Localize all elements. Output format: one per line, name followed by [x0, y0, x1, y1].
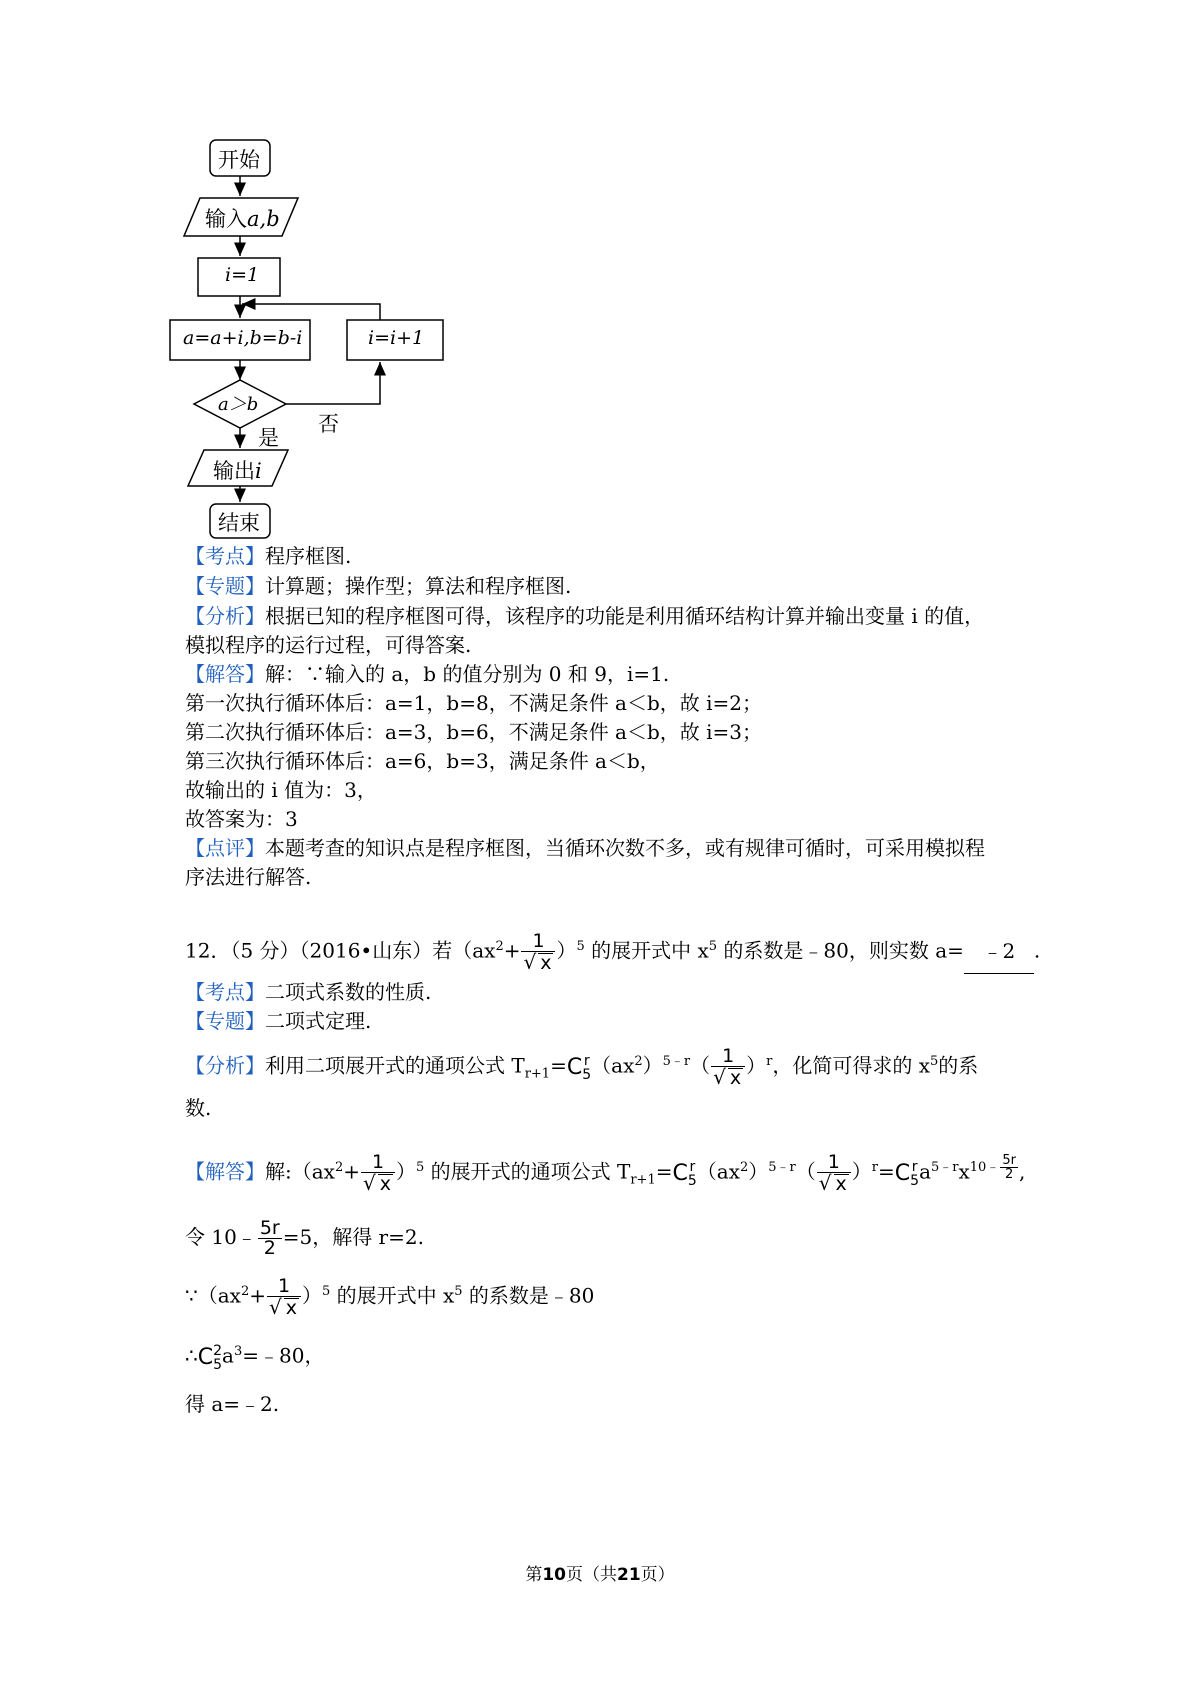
output-label	[213, 455, 262, 485]
yes-label: 是	[258, 426, 279, 450]
q12-question: 12．（5 分）（2016•山东）若（$ax^2+$ $\frac{1}{√ x}$ ）$^5$ 的展开式中 $x^5$ 的系数是﹣80，则实数 a= ﹣2 .	[185, 929, 1041, 974]
jieda-text-1: 解：∵输入的 a，b 的值分别为 0 和 9，i=1.	[265, 662, 670, 686]
footer-total: 21	[617, 1565, 641, 1585]
q12-mid2: 的系数是﹣80，则实数 a=	[723, 938, 964, 963]
frac-1-sqrt-x-2: $\frac{1}{√ x}$	[711, 1047, 745, 1088]
q12-ling-b: =5，解得 r=2.	[282, 1225, 424, 1249]
q12-jieda-tag: 【解答】	[185, 1159, 265, 1184]
q11-kaodian	[185, 541, 351, 571]
output-var: i	[255, 459, 262, 483]
kaodian-text: 程序框图.	[265, 544, 352, 568]
q12-therefore-b: =﹣80，	[242, 1343, 325, 1368]
comb-5-2: C 2 5	[197, 1343, 223, 1374]
footer-suffix: 页）	[640, 1565, 675, 1585]
q12-fenxi-tag: 【分析】	[185, 1053, 265, 1078]
q11-dianping	[185, 833, 985, 863]
footer-mid: 页（共	[566, 1565, 617, 1585]
q12-because-b: 的展开式中 x	[336, 1283, 455, 1308]
q11-fenxi	[185, 601, 984, 631]
q12-final: 得 a=﹣2.	[185, 1392, 280, 1416]
increment-label: i=i+1	[368, 327, 425, 349]
q11-zhuanti	[185, 571, 571, 601]
q11-result: 故输出的 i 值为：3，	[185, 778, 377, 802]
q12-fenxi-c: 的系	[938, 1053, 979, 1078]
q12-because: $\because(ax^2+$ $\frac{1}{√ x}$ ）$^5$ 的展开式中 $x^5$ 的系数是﹣80	[185, 1274, 595, 1319]
frac-1-sqrt-x-3: $\frac{1}{√ x}$	[361, 1153, 395, 1194]
q11-jieda	[185, 659, 669, 689]
init-label: i=1	[225, 264, 260, 286]
q12-ling-a: 令 10﹣	[185, 1225, 257, 1249]
process-label: a=a+i,b=b-i	[183, 327, 303, 349]
q12-prefix: 12．（5 分）（2016•山东）若（ax	[185, 938, 496, 963]
page-footer	[0, 1560, 1200, 1585]
q11-fenxi-2: 模拟程序的运行过程，可得答案.	[185, 633, 472, 657]
output-prefix: 输出	[213, 459, 255, 483]
condition-label: a＞b	[218, 394, 259, 415]
dianping-tag: 【点评】	[185, 836, 265, 860]
q12-end: .	[1033, 938, 1041, 963]
q12-zhuanti-text: 二项式定理.	[265, 1009, 372, 1033]
q12-because-a: ∵（ax	[185, 1283, 241, 1308]
no-label: 否	[318, 412, 339, 436]
fenxi-tag: 【分析】	[185, 604, 265, 628]
frac-1-sqrt-x: $\frac{1}{√ x}$	[521, 932, 555, 973]
q12-zhuanti-tag: 【专题】	[185, 1009, 265, 1033]
comb-5-r-3: C r 5	[894, 1159, 920, 1190]
comb-5-r-2: C r 5	[672, 1159, 697, 1190]
end-label: 结束	[218, 511, 260, 535]
footer-prefix: 第	[525, 1565, 543, 1585]
q12-jieda-b: 的展开式的通项公式 T	[430, 1159, 631, 1184]
q11-step-1: 第一次执行循环体后：a=1，b=8，不满足条件 a＜b，故 i=2；	[185, 691, 763, 715]
flowchart-shapes	[0, 0, 600, 560]
q12-jieda: 【解答】解$:(ax^2+$ $\frac{1}{√ x}$ ）$^5$ 的展开式的通项公式 $T_{r+1}=C$ r 5 $(ax^2)^{5﹣r}$（ $\frac{1}{√ x}$ ）$^r$=C r 5 $a^{5﹣r}x^{10﹣ \frac{5r}{2}}$ ,	[185, 1143, 1025, 1206]
q12-zhuanti	[185, 1006, 371, 1036]
flowchart	[0, 0, 600, 560]
q12-mid: 的展开式中 x	[591, 938, 709, 963]
start-label: 开始	[218, 148, 260, 172]
frac-1-sqrt-x-4: $\frac{1}{√ x}$	[817, 1153, 851, 1194]
q12-fenxi-b: ，化简可得求的 x	[772, 1053, 930, 1078]
q11-dianping-2: 序法进行解答.	[185, 865, 312, 889]
q12-jieda-a: 解:（ax	[265, 1159, 335, 1184]
input-label	[205, 203, 280, 233]
frac-5r-2: $\frac{5r}{2}$	[259, 1217, 280, 1259]
fenxi-text-1: 根据已知的程序框图可得，该程序的功能是利用循环结构计算并输出变量 i 的值，	[265, 604, 985, 628]
frac-1-sqrt-x-5: $\frac{1}{√ x}$	[267, 1277, 301, 1318]
q11-step-3: 第三次执行循环体后：a=6，b=3，满足条件 a＜b，	[185, 749, 660, 773]
q12-answer-blank: ﹣2	[964, 929, 1034, 974]
input-prefix: 输入	[205, 207, 247, 231]
dianping-text-1: 本题考查的知识点是程序框图，当循环次数不多，或有规律可循时，可采用模拟程	[265, 836, 985, 860]
input-vars: a,b	[247, 207, 280, 231]
footer-page: 10	[542, 1565, 566, 1585]
comb-5-r: C r 5	[566, 1053, 592, 1084]
kaodian-tag: 【考点】	[185, 544, 265, 568]
q12-therefore: ∴C 2 5 $a^3=﹣80$，	[185, 1330, 324, 1380]
q12-fenxi-d: 数.	[185, 1096, 212, 1120]
q11-answer: 故答案为：3	[185, 807, 298, 831]
q12-fenxi: 【分析】利用二项展开式的通项公式 $T_{r+1}=C$ r 5 $(ax^2)^{5﹣r}$（ $\frac{1}{√ x}$ ）$^r$，化简可得求的 $x^5$的系	[185, 1044, 979, 1089]
q12-therefore-a: ∴	[185, 1343, 198, 1368]
q12-fenxi-a: 利用二项展开式的通项公式 T	[265, 1053, 525, 1078]
q12-because-c: 的系数是﹣80	[468, 1283, 595, 1308]
q12-kaodian	[185, 977, 431, 1007]
q11-step-2: 第二次执行循环体后：a=3，b=6，不满足条件 a＜b，故 i=3；	[185, 720, 763, 744]
q12-ling	[185, 1215, 424, 1259]
q12-kaodian-text: 二项式系数的性质.	[265, 980, 432, 1004]
jieda-tag: 【解答】	[185, 662, 265, 686]
zhuanti-tag: 【专题】	[185, 574, 265, 598]
q12-kaodian-tag: 【考点】	[185, 980, 265, 1004]
zhuanti-text: 计算题；操作型；算法和程序框图.	[265, 574, 572, 598]
